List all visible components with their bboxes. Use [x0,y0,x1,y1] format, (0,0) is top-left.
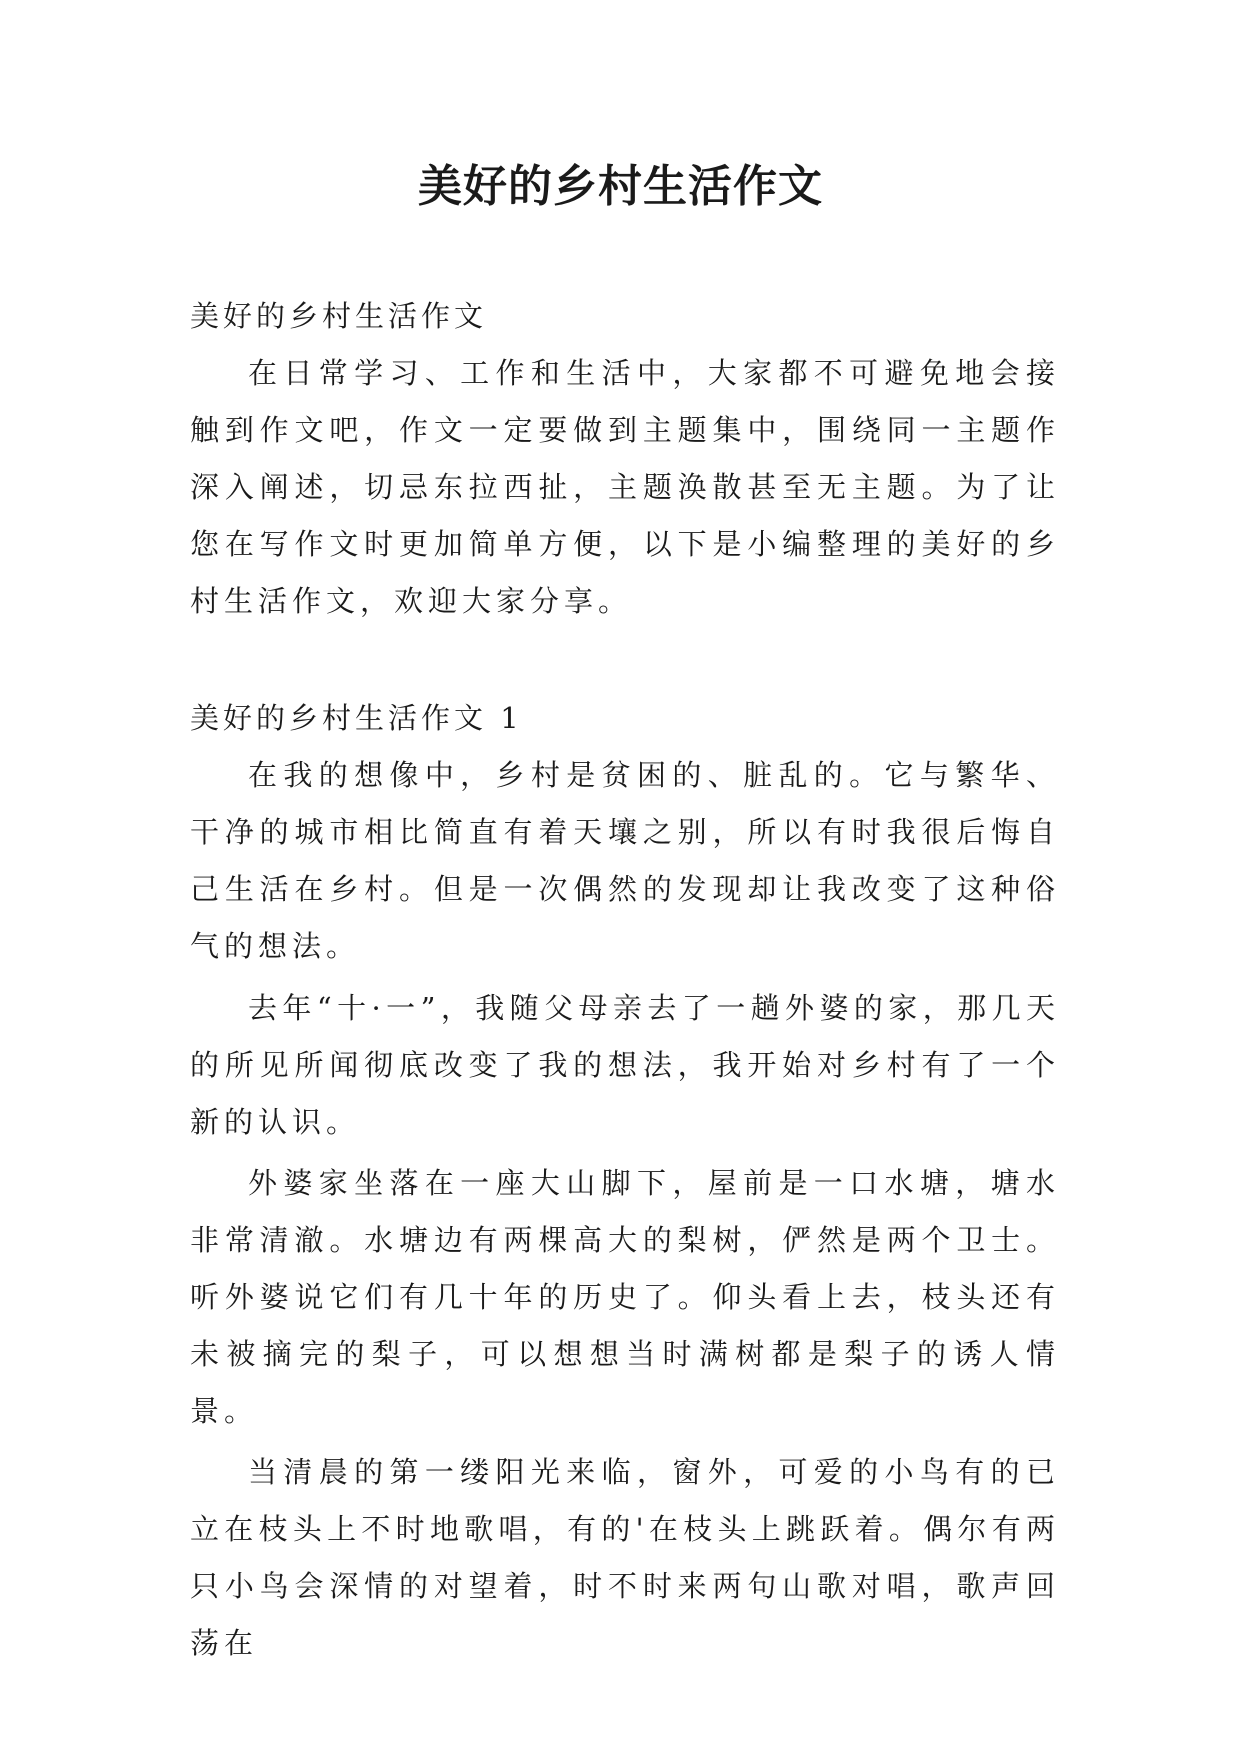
section-gap [190,634,1060,690]
essay-1-paragraph-3: 外婆家坐落在一座大山脚下，屋前是一口水塘，塘水非常清澈。水塘边有两棵高大的梨树，俨然是两个卫士。听外婆说它们有几十年的历史了。仰头看上去，枝头还有未被摘完的梨子，可以想想当时满树都是梨子的诱人情景。 [190,1166,1060,1429]
document-title: 美好的乡村生活作文 [418,161,823,212]
essay-1-paragraph-1: 在我的想像中，乡村是贫困的、脏乱的。它与繁华、干净的城市相比简直有着天壤之别，所以有时我很后悔自己生活在乡村。但是一次偶然的发现却让我改变了这种俗气的想法。 [190,758,1060,964]
essay-1-paragraph-4: 当清晨的第一缕阳光来临，窗外，可爱的小鸟有的已立在枝头上不时地歌唱，有的'在枝头上跳跃着。偶尔有两只小鸟会深情的对望着，时不时来两句山歌对唱，歌声回荡在 [190,1455,1060,1661]
essay-1-paragraph-2: 去年“十·一”，我随父母亲去了一趟外婆的家，那几天的所见所闻彻底改变了我的想法，我开始对乡村有了一个新的认识。 [190,990,1060,1139]
essay-1-heading: 美好的乡村生活作文 1 [190,701,523,736]
intro-heading: 美好的乡村生活作文 [190,299,488,333]
intro-paragraph: 在日常学习、工作和生活中，大家都不可避免地会接触到作文吧，作文一定要做到主题集中，围绕同一主题作深入阐述，切忌东拉西扯，主题涣散甚至无主题。为了让您在写作文时更加简单方便，以下是小编整理的美好的乡村生活作文，欢迎大家分享。 [190,356,1060,618]
document-body [190,288,1060,1677]
